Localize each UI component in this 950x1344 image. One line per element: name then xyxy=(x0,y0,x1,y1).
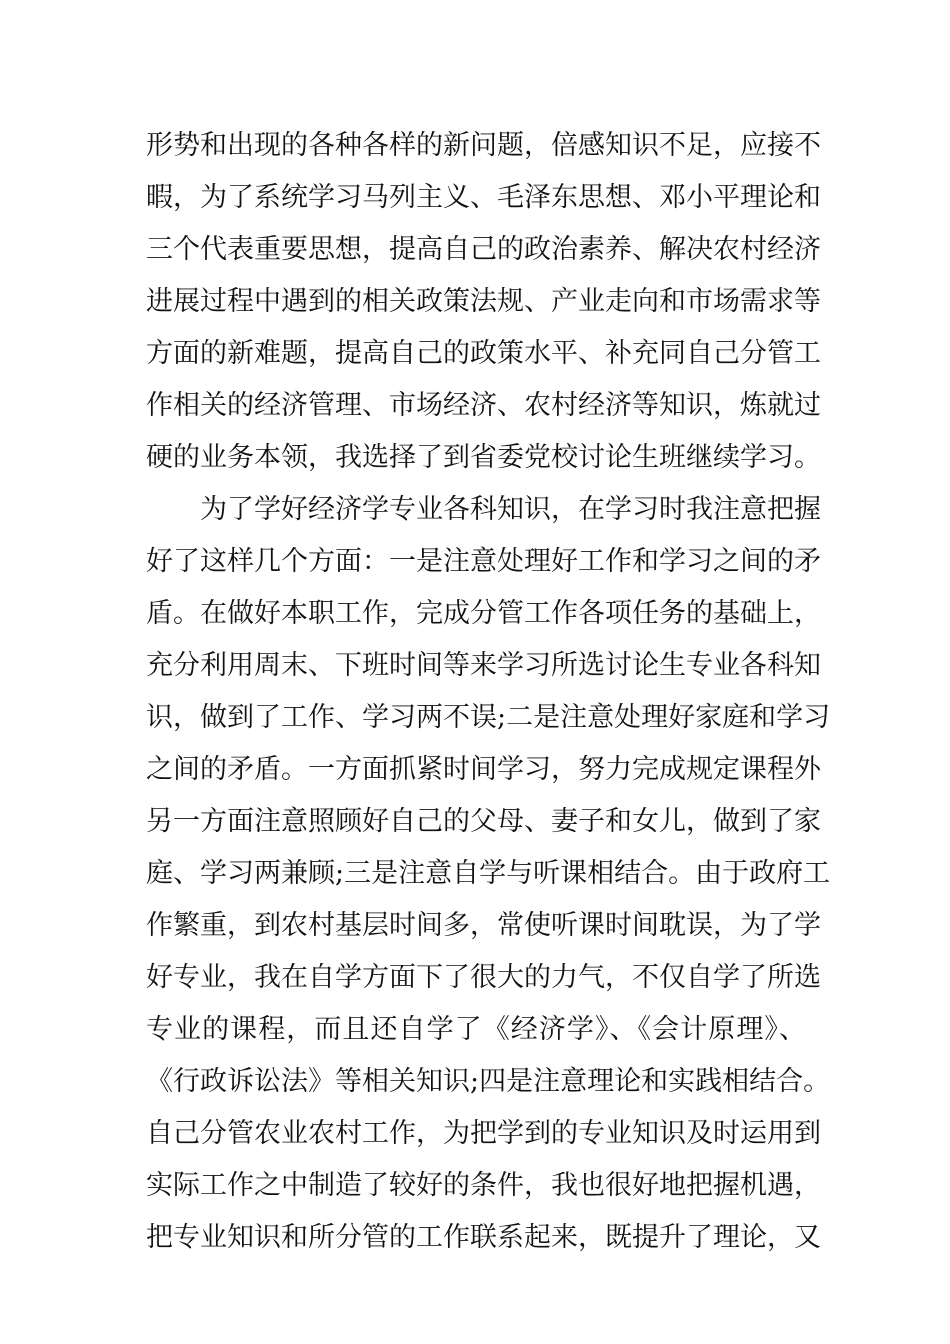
text-line: 暇，为了系统学习马列主义、毛泽东思想、邓小平理论和 xyxy=(146,182,821,213)
text-line: 庭、学习两兼顾;三是注意自学与听课相结合。由于政府工 xyxy=(146,858,831,889)
text-line: 识，做到了工作、学习两不误;二是注意处理好家庭和学习 xyxy=(146,702,831,733)
text-line: 作相关的经济管理、市场经济、农村经济等知识，炼就过 xyxy=(146,390,821,421)
text-line: 《行政诉讼法》等相关知识;四是注意理论和实践相结合。 xyxy=(146,1066,831,1097)
text-line: 三个代表重要思想，提高自己的政治素养、解决农村经济 xyxy=(146,234,821,265)
text-line: 进展过程中遇到的相关政策法规、产业走向和市场需求等 xyxy=(146,286,821,317)
text-line: 充分利用周末、下班时间等来学习所选讨论生专业各科知 xyxy=(146,650,821,681)
text-line: 硬的业务本领，我选择了到省委党校讨论生班继续学习。 xyxy=(146,442,821,473)
text-line: 另一方面注意照顾好自己的父母、妻子和女儿，做到了家 xyxy=(146,806,821,837)
text-line: 方面的新难题，提高自己的政策水平、补充同自己分管工 xyxy=(146,338,821,369)
text-line: 好专业，我在自学方面下了很大的力气，不仅自学了所选 xyxy=(146,962,821,993)
text-line: 专业的课程，而且还自学了《经济学》、《会计原理》、 xyxy=(146,1014,806,1045)
text-line: 把专业知识和所分管的工作联系起来，既提升了理论，又 xyxy=(146,1222,821,1253)
text-line: 作繁重，到农村基层时间多，常使听课时间耽误，为了学 xyxy=(146,910,821,941)
text-line: 实际工作之中制造了较好的条件，我也很好地把握机遇， xyxy=(146,1170,821,1201)
text-line: 之间的矛盾。一方面抓紧时间学习，努力完成规定课程外 xyxy=(146,754,821,785)
text-line: 形势和出现的各种各样的新问题，倍感知识不足，应接不 xyxy=(146,130,821,161)
text-line: 好了这样几个方面：一是注意处理好工作和学习之间的矛 xyxy=(146,546,821,577)
text-line: 自己分管农业农村工作，为把学到的专业知识及时运用到 xyxy=(146,1118,821,1149)
paragraph-first-line: 为了学好经济学专业各科知识，在学习时我注意把握 xyxy=(200,494,821,525)
text-line: 盾。在做好本职工作，完成分管工作各项任务的基础上， xyxy=(146,598,821,629)
